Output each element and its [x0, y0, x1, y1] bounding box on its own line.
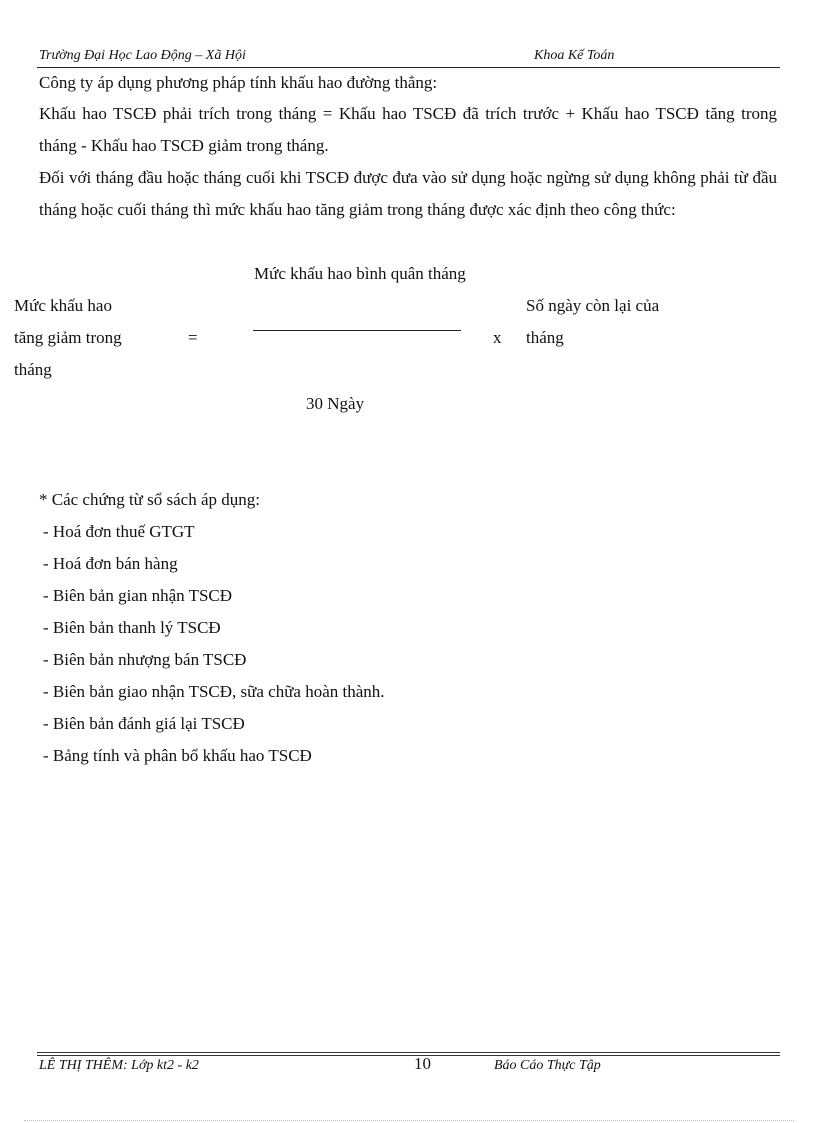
document-item: - Hoá đơn bán hàng — [43, 554, 178, 573]
paragraph-depreciation-formula: Khấu hao TSCĐ phải trích trong tháng = Khấu hao TSCĐ đã trích trước + Khấu hao TSCĐ tăng trong tháng - Khấu hao TSCĐ giảm trong tháng. — [39, 104, 777, 155]
document-item: - Biên bản gian nhận TSCĐ — [43, 586, 233, 605]
formula-lhs-line1: Mức khấu hao — [14, 296, 112, 315]
formula-rhs-line2: tháng — [526, 328, 564, 347]
formula-numerator: Mức khấu hao bình quân tháng — [254, 264, 466, 283]
paragraph-method: Công ty áp dụng phương pháp tính khấu hao đường thẳng: — [39, 73, 438, 92]
footer-report-title: Báo Cáo Thực Tập — [494, 1058, 601, 1073]
formula-rhs-line1: Số ngày còn lại của — [526, 296, 660, 315]
page-number: 10 — [414, 1054, 431, 1073]
footer-rule-bottom — [37, 1055, 780, 1056]
document-item: - Biên bản nhượng bán TSCĐ — [43, 650, 247, 669]
formula-lhs-line2: tăng giảm trong — [14, 328, 122, 347]
document-item: - Biên bản giao nhận TSCĐ, sữa chữa hoàn thành. — [43, 682, 385, 701]
page-bottom-border — [24, 1120, 794, 1121]
formula-denominator: 30 Ngày — [306, 394, 365, 413]
document-item: - Hoá đơn thuế GTGT — [43, 522, 195, 541]
formula-lhs-line3: tháng — [14, 360, 52, 379]
header-department: Khoa Kế Toán — [534, 48, 615, 63]
footer-author: LÊ THỊ THÊM: Lớp kt2 - k2 — [39, 1058, 199, 1073]
formula-equals-sign: = — [188, 328, 198, 347]
document-item: - Bảng tính và phân bổ khấu hao TSCĐ — [43, 746, 312, 765]
formula-multiply-sign: x — [493, 328, 502, 347]
paragraph-partial-month: Đối với tháng đầu hoặc tháng cuối khi TSCĐ được đưa vào sử dụng hoặc ngừng sử dụng không phải từ đầu tháng hoặc cuối tháng thì mức khấu hao tăng giảm trong tháng được xác định theo công thức: — [39, 168, 777, 219]
document-item: - Biên bản đánh giá lại TSCĐ — [43, 714, 245, 733]
fraction-bar — [253, 330, 461, 331]
document-item: - Biên bản thanh lý TSCĐ — [43, 618, 221, 637]
header-school: Trường Đại Học Lao Động – Xã Hội — [39, 48, 246, 63]
footer-rule-top — [37, 1052, 780, 1053]
documents-heading: * Các chứng từ sổ sách áp dụng: — [39, 490, 260, 509]
